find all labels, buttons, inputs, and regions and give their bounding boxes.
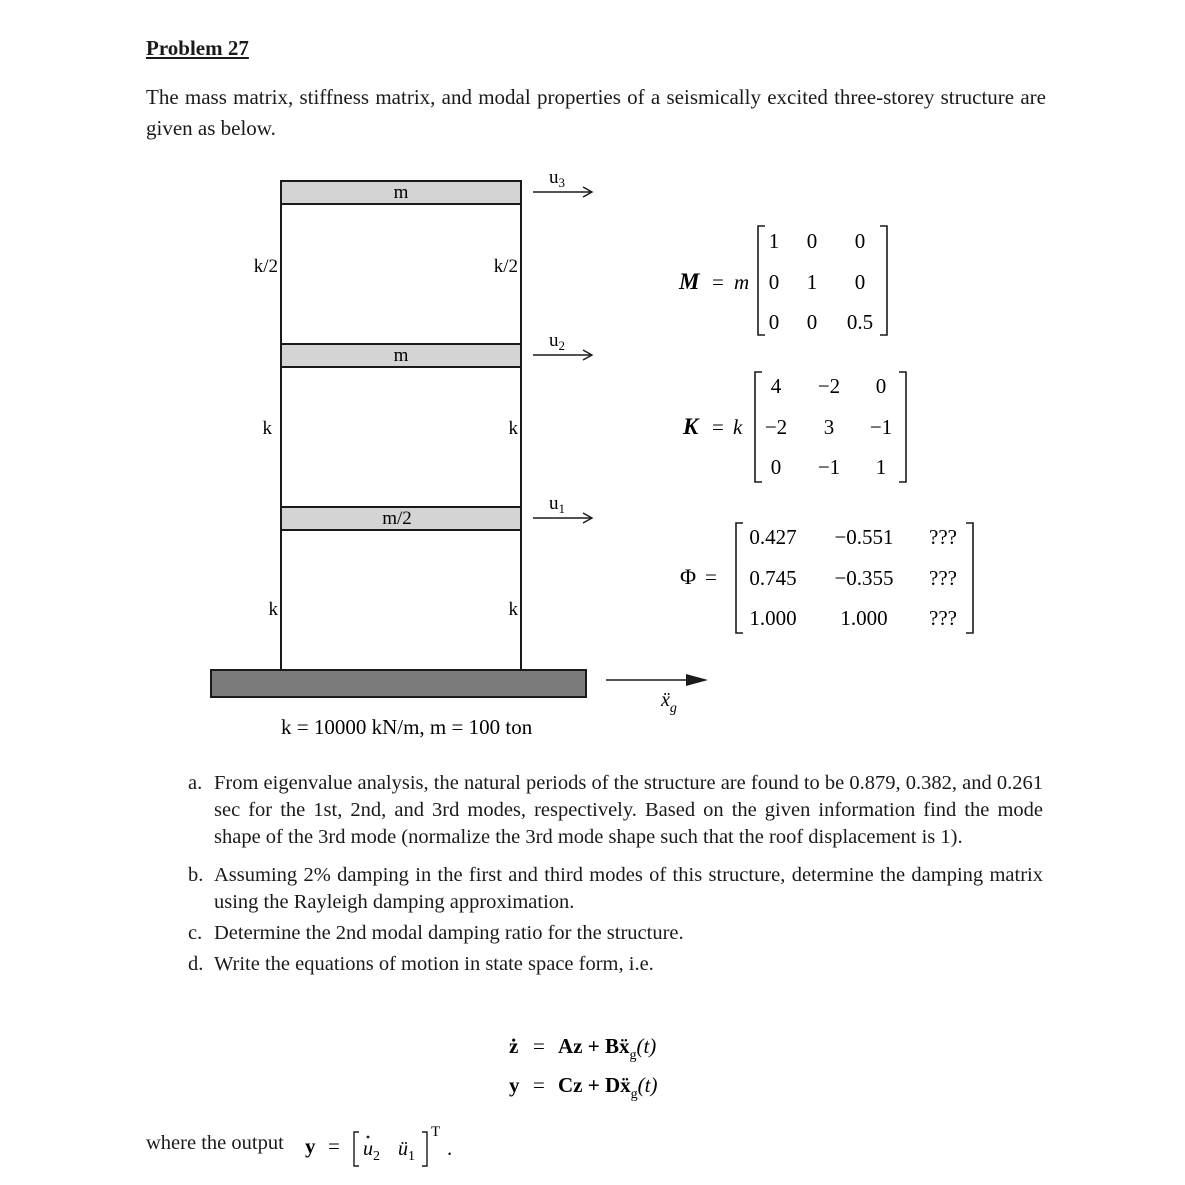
mass-cell: 0 [854, 229, 866, 253]
question-text: From eigenvalue analysis, the natural periods of the structure are found to be 0.879, 0.382, and 0.261 sec for the 1st, 2nd, and 3rd modes, respectively. Based on the given information find the mode shape of the 3rd mode (normalize the 3rd mode shape such that the roof displacement is 1). [214, 772, 1043, 848]
question-a [188, 770, 1043, 851]
eq2-rhs: Cz + Dẍ$_g$(t) [558, 1073, 658, 1102]
eq2-equals: = [533, 1073, 545, 1097]
stiffness-cell: 0 [770, 455, 782, 479]
mode-cell: 0.427 [749, 525, 797, 549]
ground-accel-label: ẍ$_g$ [661, 689, 677, 716]
problem-intro: The mass matrix, stiffness matrix, and modal properties of a seismically excited three-storey structure are given as below. [146, 85, 1046, 140]
stiffness-cell: 1 [875, 455, 887, 479]
stiffness-matrix [682, 372, 906, 482]
stiffness-eq-sign: = [712, 415, 724, 439]
mass-right-bracket [880, 226, 887, 335]
output-u2: $u_2$ [363, 1138, 380, 1164]
output-right-bracket [422, 1132, 427, 1166]
eq1-rhs: Az + Bẍ$_g$(t) [558, 1034, 657, 1063]
output-period: . [447, 1136, 453, 1160]
mass-matrix [678, 226, 887, 335]
problem-title: Problem 27 [146, 36, 249, 60]
mode-cell: ??? [929, 606, 957, 630]
stiffness-left-bracket [755, 372, 762, 482]
ground-base [211, 670, 586, 697]
right-col-label-2: k [508, 418, 518, 439]
eq1-lhs: ż [509, 1034, 519, 1058]
mass-cell: 0 [768, 270, 780, 294]
question-text: Assuming 2% damping in the first and third modes of this structure, determine the damping matrix using the Rayleigh damping approximation. [214, 864, 1043, 913]
stiffness-cell: 3 [823, 415, 835, 439]
output-u1: $ü_1$ [398, 1138, 415, 1164]
question-c [188, 920, 1043, 947]
mass-cell: 0 [768, 310, 780, 334]
u1-label: $u_1$ [549, 493, 565, 516]
question-d [188, 951, 1043, 978]
mass-scalar: m [734, 270, 750, 294]
left-col-label-1: k [268, 599, 278, 620]
output-definition-text: where the output [146, 1132, 284, 1154]
output-definition-math [0, 1118, 1185, 1178]
state-space-equations [0, 1025, 1185, 1115]
stiffness-right-bracket [899, 372, 906, 482]
params-caption: k = 10000 kN/m, m = 100 ton [281, 715, 533, 739]
mode-eq-sign: = [705, 565, 717, 589]
mode-cell: ??? [929, 566, 957, 590]
stiffness-matrix-symbol: K [683, 414, 699, 439]
output-eq: = [328, 1134, 340, 1158]
stiffness-cell: −1 [817, 455, 841, 479]
mass-left-bracket [758, 226, 765, 335]
mode-cell: −0.355 [834, 566, 894, 590]
mode-cell: −0.551 [834, 525, 894, 549]
mass-cell: 0 [854, 270, 866, 294]
eq2-lhs: y [509, 1073, 520, 1097]
mass-cell: 0 [806, 310, 818, 334]
floor-label-2: m [393, 345, 409, 366]
stiffness-cell: 0 [875, 374, 887, 398]
mode-left-bracket [736, 523, 743, 633]
question-list [188, 770, 1043, 978]
mode-matrix-symbol: Φ [680, 564, 697, 589]
u2-label: $u_2$ [549, 330, 565, 353]
question-letter: a. [188, 772, 203, 794]
question-letter: d. [188, 953, 204, 975]
stiffness-scalar: k [733, 415, 743, 439]
floor-label-3: m [393, 182, 409, 203]
mode-cell: ??? [929, 525, 957, 549]
mode-cell: 1.000 [749, 606, 797, 630]
mass-cell: 0.5 [846, 310, 874, 334]
floor-label-1: m/2 [382, 508, 412, 529]
mode-shape-matrix [680, 523, 973, 633]
mode-cell: 1.000 [840, 606, 888, 630]
right-col-label-1: k [508, 599, 518, 620]
question-letter: b. [188, 864, 204, 886]
left-col-label-3: k/2 [253, 256, 278, 277]
left-col-label-2: k [262, 418, 272, 439]
mode-right-bracket [966, 523, 973, 633]
mass-cell: 1 [806, 270, 818, 294]
question-b [188, 862, 1043, 916]
right-col-label-3: k/2 [493, 256, 518, 277]
eq1-equals: = [533, 1034, 545, 1058]
stiffness-cell: −1 [869, 415, 893, 439]
output-left-bracket [354, 1132, 359, 1166]
output-y: y [305, 1134, 316, 1158]
ground-accel-arrowhead [686, 674, 708, 686]
u2-dot-accent [367, 1136, 370, 1139]
stiffness-cell: −2 [764, 415, 788, 439]
mass-eq-sign: = [712, 270, 724, 294]
stiffness-cell: −2 [817, 374, 841, 398]
question-text: Write the equations of motion in state space form, i.e. [214, 953, 654, 975]
question-letter: c. [188, 922, 203, 944]
u3-label: $u_3$ [549, 167, 565, 190]
mode-cell: 0.745 [749, 566, 797, 590]
mass-matrix-symbol: M [679, 269, 700, 294]
output-transpose: T [431, 1124, 441, 1140]
mass-cell: 0 [806, 229, 818, 253]
question-text: Determine the 2nd modal damping ratio for the structure. [214, 922, 684, 944]
stiffness-cell: 4 [770, 374, 782, 398]
mass-cell: 1 [768, 229, 780, 253]
